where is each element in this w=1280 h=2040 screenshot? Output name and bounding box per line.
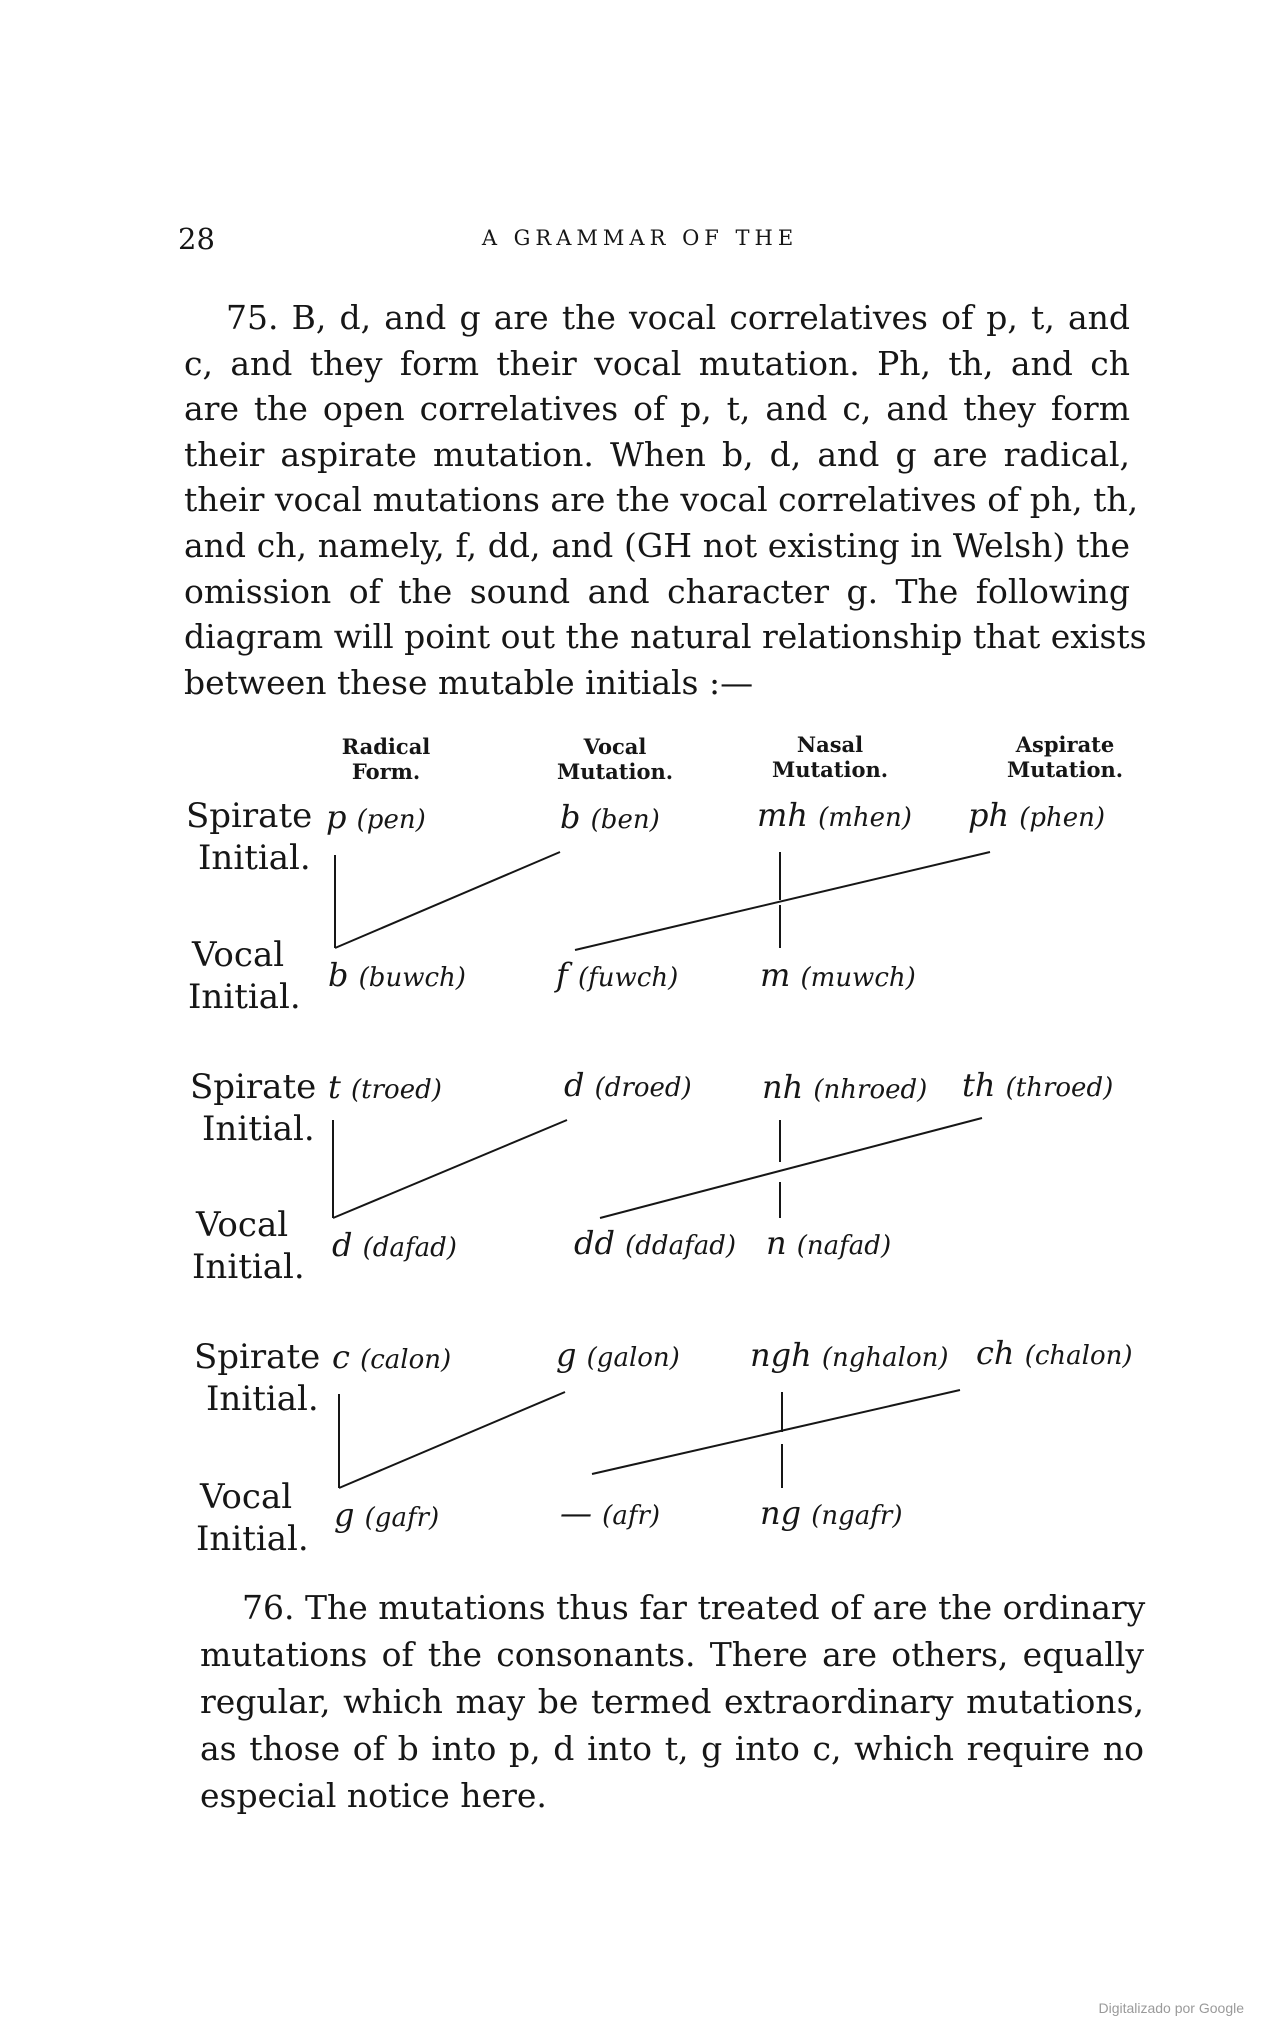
paragraph-75 [184, 295, 1147, 705]
running-head: A GRAMMAR OF THE [481, 226, 799, 250]
watermark: Digitalizado por Google [1098, 2000, 1244, 2016]
mutation-cell [560, 1494, 660, 1532]
mutation-example: (ben) [590, 805, 660, 835]
mutation-example: (afr) [602, 1501, 661, 1531]
row-label-vocal-initial [188, 934, 301, 1018]
mutation-letter: mh [757, 796, 808, 834]
mutation-cell [762, 1068, 927, 1106]
mutation-cell [334, 1496, 439, 1534]
mutation-cell [574, 1224, 736, 1262]
mutation-example: (chalon) [1024, 1341, 1133, 1371]
mutation-example: (ngafr) [811, 1501, 903, 1531]
mutation-example: (mhen) [818, 803, 912, 833]
paragraph-line: omission of the sound and character g. The following [184, 571, 1130, 611]
row-label-vocal-initial [192, 1204, 305, 1288]
mutation-cell [556, 956, 678, 994]
row-label-word: Initial. [188, 977, 301, 1017]
paragraph-line: 76. The mutations thus far treated of are the ordinary [242, 1588, 1146, 1627]
mutation-example: (muwch) [800, 963, 916, 993]
paragraph-line: especial notice here. [200, 1776, 547, 1815]
mutation-letter: ch [976, 1334, 1015, 1372]
mutation-letter: m [760, 956, 791, 994]
mutation-letter: ngh [750, 1336, 812, 1374]
mutation-example: (buwch) [358, 963, 466, 993]
mutation-letter: g [556, 1336, 577, 1374]
row-label-word: Initial. [202, 1109, 315, 1149]
row-label-word: Spirate [190, 1067, 317, 1107]
column-heading-line: Form. [351, 759, 421, 784]
connector-line [335, 852, 560, 948]
connector-line [575, 852, 990, 950]
mutation-cell [976, 1334, 1133, 1372]
mutation-example: (troed) [351, 1075, 442, 1105]
mutation-cell [332, 1338, 451, 1376]
mutation-letter: c [332, 1338, 350, 1376]
paragraph-line: between these mutable initials :— [184, 662, 754, 702]
column-heading-line: Mutation. [556, 759, 674, 784]
paragraph-line: mutations of the consonants. There are others, equally [200, 1635, 1144, 1674]
column-heading-line: Nasal [796, 732, 864, 757]
row-label-word: Spirate [194, 1337, 321, 1377]
mutation-cell [968, 796, 1105, 834]
mutation-example: (phen) [1019, 803, 1106, 833]
page-number: 28 [178, 222, 215, 256]
mutation-example: (nafad) [796, 1231, 892, 1261]
paragraph-76 [200, 1584, 1144, 1819]
row-label-word: Initial. [206, 1379, 319, 1419]
mutation-letter: ng [760, 1494, 802, 1532]
column-heading-radical [316, 734, 456, 784]
row-label-word: Spirate [186, 796, 313, 836]
mutation-cell [962, 1066, 1113, 1104]
mutation-example: (droed) [594, 1073, 692, 1103]
mutation-cell [328, 1068, 442, 1106]
mutation-cell [326, 798, 426, 836]
mutation-letter: — [560, 1494, 592, 1532]
mutation-letter: b [328, 956, 349, 994]
mutation-letter: ph [968, 796, 1010, 834]
mutation-letter: d [564, 1066, 585, 1104]
paragraph-line: 75. B, d, and g are the vocal correlatives of p, t, and [226, 298, 1130, 337]
mutation-cell [760, 1494, 903, 1532]
paragraph-line: and ch, namely, f, dd, and (GH not existing in Welsh) the [184, 525, 1130, 565]
row-label-vocal-initial [196, 1476, 309, 1560]
mutation-example: (nhroed) [813, 1075, 928, 1105]
row-label-word: Initial. [198, 838, 311, 878]
connector-line [592, 1390, 960, 1474]
mutation-letter: g [334, 1496, 355, 1534]
mutation-example: (fuwch) [578, 963, 679, 993]
mutation-cell [564, 1066, 692, 1104]
mutation-cell [328, 956, 466, 994]
mutation-letter: th [962, 1066, 996, 1104]
mutation-letter: dd [574, 1224, 615, 1262]
mutation-letter: d [332, 1226, 353, 1264]
mutation-letter: p [326, 798, 347, 836]
paragraph-line: c, and they form their vocal mutation. Ph, th, and ch [184, 343, 1130, 383]
row-label-word: Vocal [200, 1477, 293, 1517]
column-heading-line: Vocal [583, 734, 647, 759]
column-heading-vocal [540, 734, 690, 784]
column-heading-nasal [755, 732, 905, 782]
row-label-word: Initial. [192, 1247, 305, 1287]
paragraph-line: diagram will point out the natural relationship that exists [184, 617, 1147, 657]
mutation-letter: n [766, 1224, 787, 1262]
mutation-example: (gafr) [364, 1503, 440, 1533]
connector-line [333, 1120, 567, 1218]
mutation-cell [750, 1336, 949, 1374]
mutation-cell [757, 796, 912, 834]
mutation-example: (pen) [356, 805, 426, 835]
column-heading-line: Mutation. [771, 757, 889, 782]
column-heading-aspirate [980, 732, 1150, 782]
mutation-letter: nh [762, 1068, 804, 1106]
connector-line [600, 1118, 982, 1218]
mutation-letter: b [560, 798, 581, 836]
mutation-example: (nghalon) [821, 1343, 949, 1373]
mutation-example: (ddafad) [625, 1231, 736, 1261]
mutation-letter: t [328, 1068, 341, 1106]
paragraph-line: their aspirate mutation. When b, d, and g are radical, [184, 434, 1130, 474]
row-label-word: Vocal [196, 1205, 289, 1245]
column-heading-line: Radical [341, 734, 431, 759]
row-label-spirate-initial [190, 1066, 316, 1150]
row-label-spirate-initial [194, 1336, 320, 1420]
column-heading-line: Mutation. [1006, 757, 1124, 782]
mutation-cell [760, 956, 916, 994]
mutation-example: (throed) [1005, 1073, 1114, 1103]
mutation-cell [560, 798, 660, 836]
row-label-word: Vocal [192, 935, 285, 975]
mutation-example: (calon) [360, 1345, 452, 1375]
mutation-example: (dafad) [362, 1233, 457, 1263]
paragraph-line: their vocal mutations are the vocal correlatives of ph, th, [184, 480, 1139, 520]
mutation-cell [332, 1226, 457, 1264]
mutation-letter: f [556, 956, 568, 994]
mutation-cell [766, 1224, 891, 1262]
row-label-word: Initial. [196, 1519, 309, 1559]
mutation-example: (galon) [586, 1343, 680, 1373]
column-heading-line: Aspirate [1015, 732, 1115, 757]
mutation-cell [556, 1336, 680, 1374]
paragraph-line: as those of b into p, d into t, g into c, which require no [200, 1729, 1144, 1768]
paragraph-line: are the open correlatives of p, t, and c, and they form [184, 389, 1130, 429]
paragraph-line: regular, which may be termed extraordinary mutations, [200, 1682, 1144, 1721]
connector-line [339, 1392, 565, 1488]
row-label-spirate-initial [186, 795, 312, 879]
